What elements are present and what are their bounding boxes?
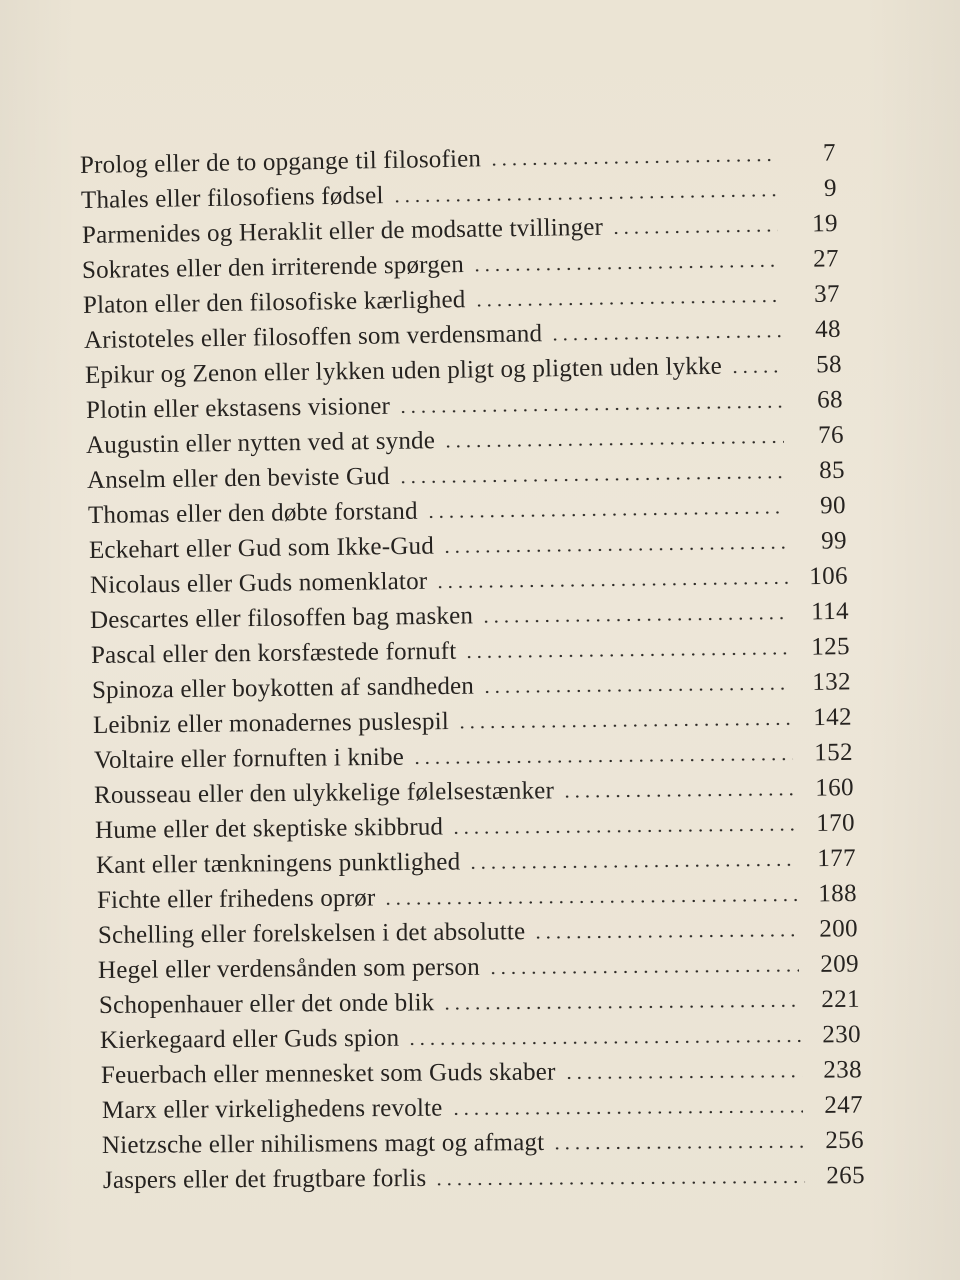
dot-leader <box>442 1003 800 1011</box>
toc-entry-title: Platon eller den filosofiske kærlighed <box>82 286 466 319</box>
toc-entry-page: 27 <box>812 245 840 273</box>
toc-entry-page: 125 <box>811 633 851 661</box>
toc-entry-page: 221 <box>821 985 861 1014</box>
toc-entry-title: Fichte eller frihedens oprør <box>96 884 376 914</box>
toc-entry-title: Thales eller filosofiens fødsel <box>80 182 384 214</box>
dot-leader <box>451 1109 804 1117</box>
dot-leader <box>468 862 796 870</box>
dot-leader <box>434 1179 805 1186</box>
dot-leader <box>398 404 783 414</box>
toc-entry-page: 85 <box>818 456 846 485</box>
toc-entry-page: 160 <box>815 774 855 802</box>
dot-leader <box>464 651 790 660</box>
toc-entry-title: Nicolaus eller Guds nomenklator <box>89 567 428 599</box>
toc-entry-page: 99 <box>820 527 848 555</box>
dot-leader <box>474 298 781 308</box>
toc-entry-page: 200 <box>819 915 859 943</box>
toc-entry-page: 132 <box>812 668 852 696</box>
dot-leader <box>552 1144 804 1151</box>
toc-entry-page: 19 <box>811 209 839 238</box>
toc-entry-page: 188 <box>818 879 858 908</box>
toc-entry-title: Aristoteles eller filosoffen som verdensmand <box>83 320 543 354</box>
toc-entry-title: Hegel eller verdensånden som person <box>97 953 480 984</box>
toc-entry-page: 58 <box>815 351 843 379</box>
toc-entry-page: 9 <box>823 174 838 202</box>
dot-leader <box>482 686 791 695</box>
toc-entry-title: Prolog eller de to opgange til filosofien <box>79 145 482 179</box>
toc-entry-title: Eckehart eller Gud som Ikke-Gud <box>88 532 435 564</box>
toc-entry-title: Epikur og Zenon eller lykken uden pligt og pligten uden lykke <box>84 352 723 389</box>
toc-entry-page: 68 <box>816 386 844 414</box>
toc-entry-title: Anselm eller den beviste Gud <box>86 462 390 494</box>
toc-entry-title: Pascal eller den korsfæstede fornuft <box>90 637 457 669</box>
dot-leader <box>451 827 795 835</box>
toc-entry-page: 247 <box>824 1091 864 1119</box>
toc-entry-title: Rousseau eller den ulykkelige følelsestænker <box>93 777 555 809</box>
toc-entry <box>98 947 859 988</box>
dot-leader <box>550 334 781 342</box>
toc-entry-title: Leibniz eller monadernes puslespil <box>92 708 450 739</box>
toc-entry-title: Feuerbach eller mennesket som Guds skaber <box>100 1058 556 1089</box>
toc-entry-page: 37 <box>813 280 841 308</box>
dot-leader <box>383 898 797 907</box>
toc-entry <box>102 1089 863 1128</box>
toc-entry-title: Kant eller tænkningens punktlighed <box>95 848 461 879</box>
dot-leader <box>443 439 784 449</box>
toc-entry <box>103 1159 865 1198</box>
toc-entry-title: Spinoza eller boykotten af sandheden <box>91 672 475 704</box>
toc-entry-page: 114 <box>810 597 850 626</box>
toc-entry-page: 209 <box>820 950 860 978</box>
toc-entry-page: 170 <box>816 809 856 837</box>
dot-leader <box>412 757 793 766</box>
dot-leader <box>392 193 777 204</box>
toc-entry-title: Kierkegaard eller Guds spion <box>99 1024 400 1054</box>
toc-entry-title: Parmenides og Heraklit eller de modsatte tvillinger <box>81 213 604 249</box>
dot-leader <box>611 228 778 236</box>
toc-entry-title: Descartes eller filosoffen bag masken <box>89 602 474 634</box>
toc-entry-page: 152 <box>814 738 854 767</box>
toc-entry <box>102 1124 864 1163</box>
toc-entry <box>99 983 860 1023</box>
toc-entry-page: 230 <box>822 1021 862 1049</box>
toc-entry <box>101 1053 862 1093</box>
toc-entry-page: 76 <box>817 421 845 449</box>
toc-entry-page: 90 <box>819 492 847 520</box>
toc-entry-title: Augustin eller nytten ved at synde <box>85 427 436 459</box>
toc-entry <box>98 912 858 953</box>
toc-entry <box>95 806 855 848</box>
toc-entry-page: 48 <box>814 315 842 344</box>
toc-entry-page: 256 <box>825 1126 865 1155</box>
dot-leader <box>398 475 785 485</box>
dot-leader <box>533 933 798 940</box>
toc-entry-title: Jaspers eller det frugtbare forlis <box>102 1164 427 1194</box>
dot-leader <box>457 721 792 730</box>
toc-entry-page: 238 <box>823 1056 863 1084</box>
toc-entry-page: 265 <box>826 1162 866 1190</box>
dot-leader <box>488 968 799 976</box>
dot-leader <box>481 616 789 625</box>
toc-entry-title: Schelling eller forelskelsen i det absolutte <box>97 918 526 949</box>
dot-leader <box>564 1074 802 1081</box>
toc-entry-title: Marx eller virkelighedens revolte <box>101 1094 443 1124</box>
dot-leader <box>426 510 786 520</box>
toc-entry-title: Sokrates eller den irriterende spørgen <box>81 251 465 284</box>
toc-entry-title: Voltaire eller fornuften i knibe <box>93 743 405 774</box>
dot-leader <box>472 263 779 273</box>
dot-leader <box>730 369 782 375</box>
toc-entry-title: Schopenhauer eller det onde blik <box>98 989 435 1019</box>
toc-entry-page: 106 <box>809 562 849 591</box>
toc-entry-page: 7 <box>822 139 837 167</box>
toc-entry-page: 142 <box>813 703 853 732</box>
dot-leader <box>435 580 788 589</box>
toc-entry-title: Nietzsche eller nihilismens magt og afmagt <box>101 1128 545 1159</box>
dot-leader <box>562 792 794 799</box>
toc-entry-page: 177 <box>817 844 857 873</box>
toc-entry <box>97 877 857 918</box>
dot-leader <box>489 157 776 167</box>
toc-entry <box>96 842 856 883</box>
toc-entry-title: Plotin eller ekstasens visioner <box>85 392 391 424</box>
dot-leader <box>442 545 787 554</box>
toc-entry-title: Thomas eller den døbte forstand <box>87 497 418 529</box>
toc-entry-title: Hume eller det skeptiske skibbrud <box>94 813 444 844</box>
dot-leader <box>407 1038 801 1046</box>
toc-entry <box>100 1018 861 1058</box>
